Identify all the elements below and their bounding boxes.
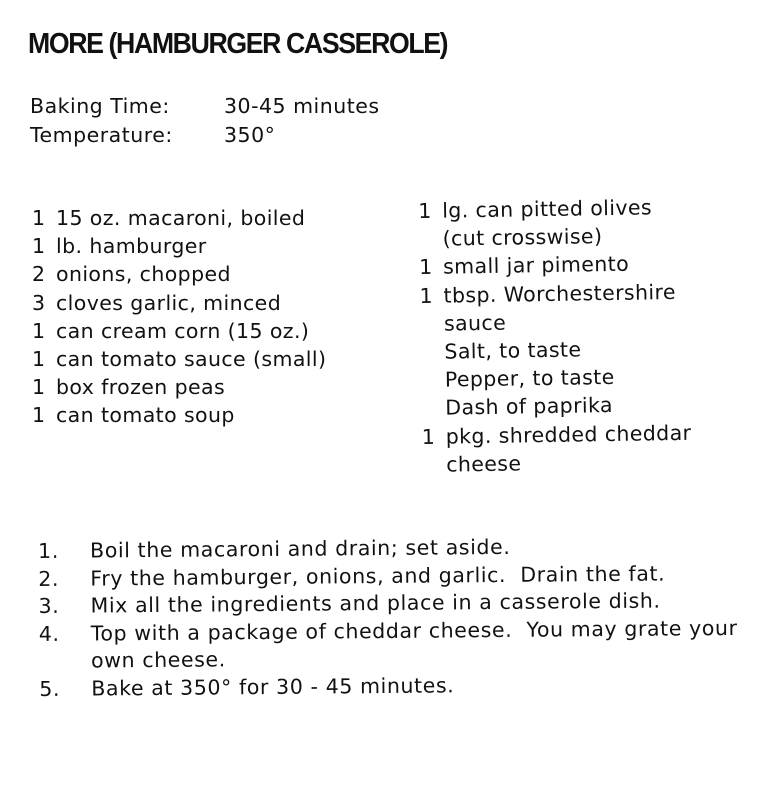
ingredient-text: pkg. shredded cheddar [445,420,692,449]
step-text: Mix all the ingredients and place in a casserole dish. [90,588,661,618]
ingredient-quantity: 1 [32,206,46,230]
ingredient-item [419,277,689,309]
step-number: 5. [39,676,61,701]
ingredient-quantity: 1 [32,318,46,343]
ingredient-item [418,221,688,253]
baking-time-value: 30-45 minutes [224,94,380,118]
ingredient-item [418,193,688,225]
ingredient-text: tbsp. Worchestershire [443,279,677,308]
temperature-value: 350° [224,123,276,147]
ingredient-quantity: 1 [32,347,46,372]
ingredient-item [32,289,326,317]
ingredients-left-column [32,204,326,430]
ingredient-item [420,306,690,338]
ingredient-text: Pepper, to taste [444,365,615,392]
step-number: 2. [38,566,60,591]
step-number: 1. [38,538,59,563]
instructions-list [38,532,745,704]
ingredient-item [32,401,326,429]
ingredient-item [421,390,691,422]
ingredient-quantity: 2 [32,262,46,287]
ingredient-quantity: 1 [418,198,432,223]
ingredient-text: cloves garlic, minced [56,290,282,315]
ingredient-text: sauce [443,310,507,336]
ingredient-quantity [420,338,444,367]
ingredient-text: lb. hamburger [56,234,207,259]
ingredient-item [420,334,690,366]
ingredient-item [32,345,326,373]
ingredient-item [32,204,326,232]
ingredient-text: Dash of paprika [445,393,614,421]
step-text: Fry the hamburger, onions, and garlic. Drain the fat. [90,561,666,591]
ingredient-quantity: 1 [421,424,436,449]
ingredient-text: cheese [446,451,522,477]
instruction-step [39,670,739,704]
ingredient-quantity: 1 [418,255,433,280]
step-number: 3. [38,594,60,619]
ingredient-text: small jar pimento [442,252,630,280]
step-text: Boil the macaroni and drain; set aside. [90,534,511,563]
ingredient-item [32,260,326,288]
step-text: Top with a package of cheddar cheese. You may grate your own cheese. [90,615,745,673]
ingredient-quantity [418,225,442,254]
ingredient-item [422,418,692,450]
recipe-title: MORE (HAMBURGER CASSEROLE) [28,28,448,60]
baking-time-row [30,92,380,121]
ingredient-text: (cut crosswise) [442,224,603,251]
temperature-label: Temperature: [30,123,173,147]
ingredient-item [32,373,326,401]
ingredient-text: box frozen peas [56,375,226,400]
temperature-row [30,121,380,150]
ingredient-quantity: 1 [32,234,46,259]
ingredient-item [422,447,692,479]
ingredient-item [32,232,326,260]
ingredient-text: 15 oz. macaroni, boiled [56,206,306,230]
ingredient-quantity: 1 [32,403,46,428]
baking-time-label: Baking Time: [30,94,170,118]
ingredient-quantity [420,309,444,338]
ingredient-quantity [422,450,446,479]
ingredient-quantity: 3 [32,290,46,315]
ingredient-quantity [421,394,445,423]
instruction-step [38,615,745,676]
ingredient-item [419,249,689,281]
ingredients-right-column [418,193,692,479]
ingredient-text: can tomato soup [56,403,235,428]
ingredient-text: can cream corn (15 oz.) [56,318,310,343]
ingredient-text: Salt, to taste [444,337,582,364]
ingredient-quantity [421,366,445,395]
ingredient-text: onions, chopped [56,262,231,287]
ingredient-text: can tomato sauce (small) [56,347,327,372]
ingredient-item [32,317,326,345]
step-number: 4. [38,621,60,646]
step-text: Bake at 350° for 30 - 45 minutes. [91,673,455,701]
ingredient-quantity: 1 [32,375,46,400]
ingredient-text: lg. can pitted olives [442,195,653,223]
recipe-meta [30,92,380,150]
ingredient-quantity: 1 [419,283,434,308]
ingredient-item [421,362,691,394]
